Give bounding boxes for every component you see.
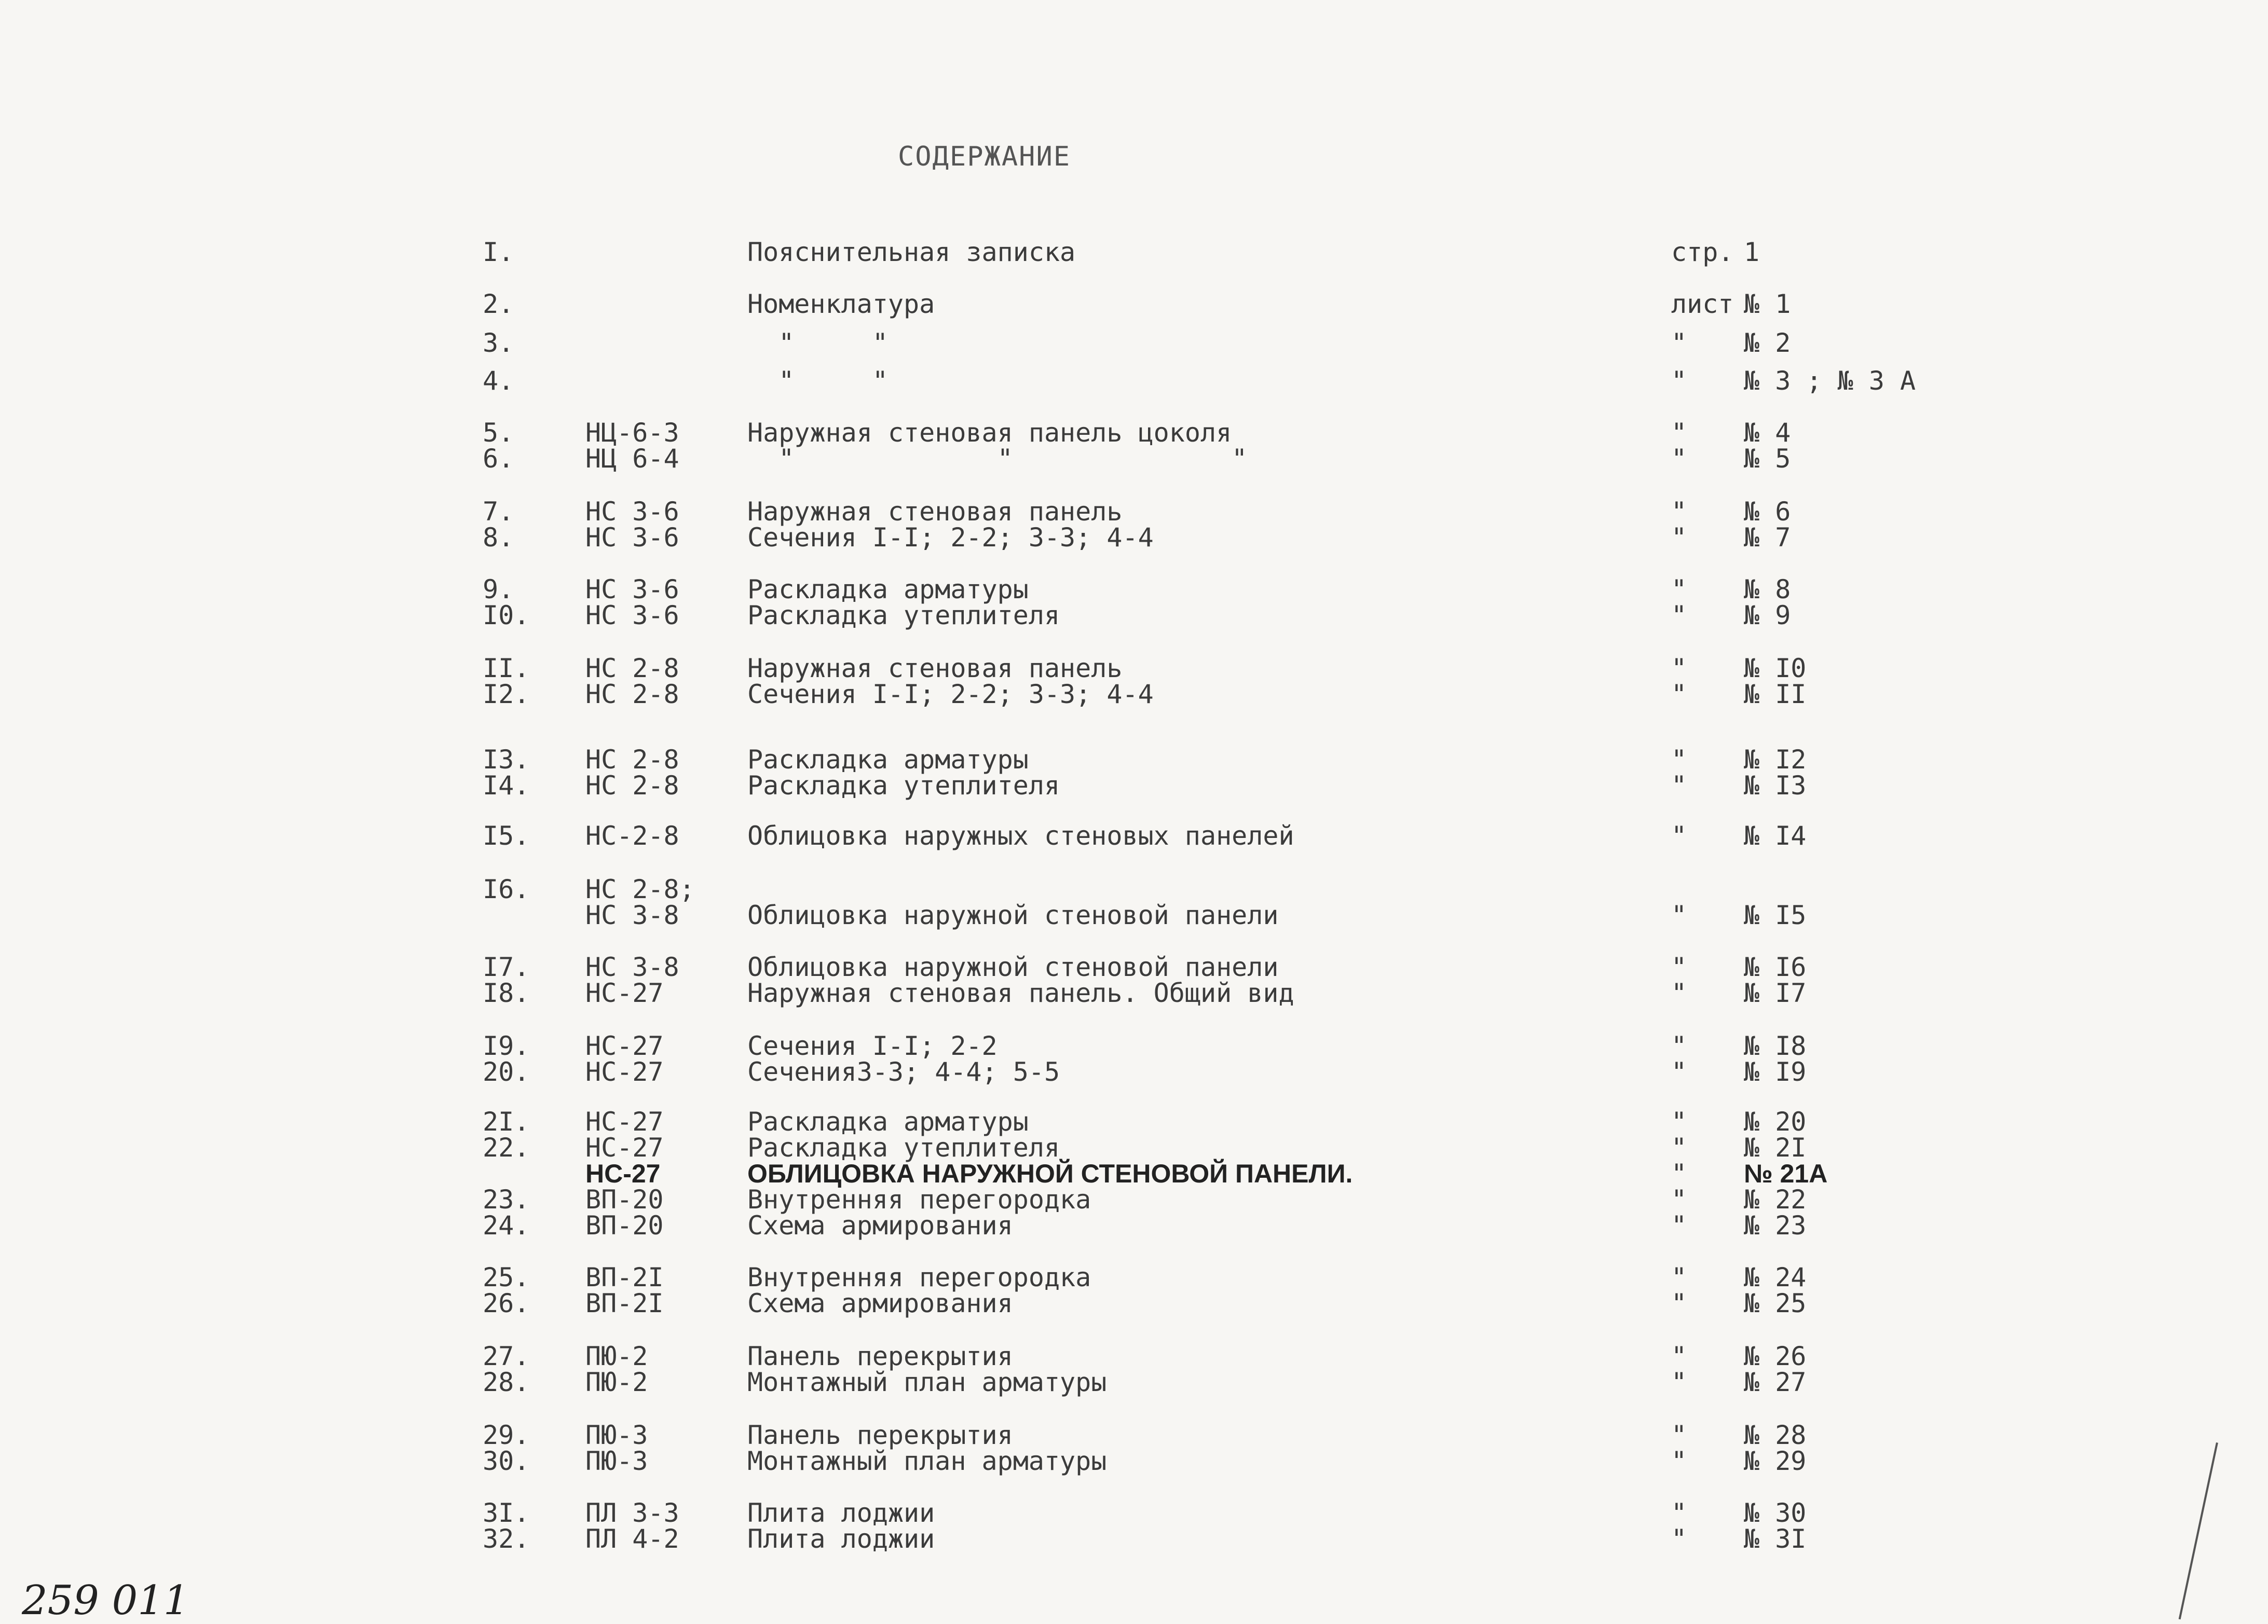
panel-code: НС 3-6 (585, 522, 679, 553)
row-number: 3I. (483, 1498, 530, 1528)
row-number: 26. (483, 1288, 530, 1318)
sheet-number: № 1 (1744, 289, 1791, 319)
ditto-mark: " (1671, 1498, 1687, 1528)
ditto-mark: " (1671, 1057, 1687, 1087)
contents-row (0, 1058, 2268, 1090)
row-number: 28. (483, 1367, 530, 1397)
panel-code: НС 2-8 (585, 653, 679, 683)
sheet-number: № 8 (1744, 574, 1791, 604)
row-number: 9. (483, 574, 514, 604)
handwritten-note: 259 011 (22, 1577, 189, 1624)
contents-row (0, 1369, 2268, 1400)
row-number: 20. (483, 1057, 530, 1087)
row-number: I. (483, 237, 514, 267)
sheet-number: № 6 (1744, 497, 1791, 527)
contents-row (0, 681, 2268, 712)
ditto-mark: " (1671, 1524, 1687, 1554)
sheet-number: № 9 (1744, 600, 1791, 630)
row-number: 3. (483, 328, 514, 358)
contents-row (0, 772, 2268, 803)
panel-code: НС 3-6 (585, 497, 679, 527)
ditto-mark: " (1671, 1185, 1687, 1215)
row-number: I5. (483, 821, 530, 851)
sheet-number: № 22 (1744, 1185, 1807, 1215)
ditto-mark: " (1671, 679, 1687, 709)
panel-code: НС-27 (585, 1057, 664, 1087)
panel-code: ПЮ-2 (585, 1341, 648, 1371)
row-description: Раскладка арматуры (747, 1107, 1029, 1137)
panel-code: НС-27 (585, 1133, 664, 1163)
ditto-mark: " (1671, 1262, 1687, 1292)
ditto-mark: " (1671, 821, 1687, 851)
contents-row (0, 291, 2268, 322)
row-description: Сечения I-I; 2-2 (747, 1031, 998, 1061)
panel-code: НС 2-8 (585, 745, 679, 775)
row-description: Пояснительная записка (747, 237, 1076, 267)
panel-code: ВП-20 (585, 1185, 664, 1215)
row-description: " " " (747, 444, 1248, 474)
sheet-number: № 27 (1744, 1367, 1807, 1397)
contents-row (0, 524, 2268, 555)
ditto-mark: " (1671, 952, 1687, 982)
row-description: Сечения I-I; 2-2; 3-3; 4-4 (747, 522, 1154, 553)
panel-code: НС-27 (585, 978, 664, 1008)
sheet-number: № 28 (1744, 1420, 1807, 1450)
row-number: 22. (483, 1133, 530, 1163)
row-number: 23. (483, 1185, 530, 1215)
row-description: Плита лоджии (747, 1498, 935, 1528)
row-description: Наружная стеновая панель (747, 653, 1123, 683)
contents-row (0, 980, 2268, 1011)
row-description: " " (747, 328, 888, 358)
row-number: 2I. (483, 1107, 530, 1137)
panel-code: ПЮ-2 (585, 1367, 648, 1397)
row-number: 29. (483, 1420, 530, 1450)
panel-code: НС 3-8 (585, 952, 679, 982)
ditto-mark: " (1671, 522, 1687, 553)
row-number: 27. (483, 1341, 530, 1371)
contents-row (0, 367, 2268, 398)
row-number: I9. (483, 1031, 530, 1061)
row-description: Раскладка утеплителя (747, 1133, 1060, 1163)
row-number: 6. (483, 444, 514, 474)
sheet-number: № 26 (1744, 1341, 1807, 1371)
row-description: Панель перекрытия (747, 1341, 1013, 1371)
row-number: 30. (483, 1446, 530, 1476)
ditto-mark: " (1671, 418, 1687, 448)
row-number: I8. (483, 978, 530, 1008)
panel-code: НС 3-6 (585, 600, 679, 630)
row-number: I4. (483, 770, 530, 801)
panel-code: ПЮ-3 (585, 1420, 648, 1450)
ditto-mark: " (1671, 653, 1687, 683)
row-description: Раскладка арматуры (747, 574, 1029, 604)
contents-row (0, 1290, 2268, 1321)
ditto-mark: " (1671, 1288, 1687, 1318)
sheet-number: № 2I (1744, 1133, 1807, 1163)
row-description: Схема армирования (747, 1210, 1013, 1241)
row-number: 2. (483, 289, 514, 319)
sheet-number: № 25 (1744, 1288, 1807, 1318)
contents-row (0, 1212, 2268, 1243)
ditto-mark: " (1671, 366, 1687, 396)
sheet-number: № I2 (1744, 745, 1807, 775)
row-description: Сечения3-3; 4-4; 5-5 (747, 1057, 1060, 1087)
sheet-number: № I9 (1744, 1057, 1807, 1087)
panel-code: ВП-2I (585, 1288, 664, 1318)
ditto-mark: " (1671, 1031, 1687, 1061)
row-number: 25. (483, 1262, 530, 1292)
sheet-number: № 30 (1744, 1498, 1807, 1528)
sheet-number: № I4 (1744, 821, 1807, 851)
row-number: 5. (483, 418, 514, 448)
sheet-number: 1 (1744, 237, 1760, 267)
ditto-mark: " (1671, 600, 1687, 630)
ditto-mark: " (1671, 745, 1687, 775)
row-description: Наружная стеновая панель (747, 497, 1123, 527)
row-description: Облицовка наружных стеновых панелей (747, 821, 1294, 851)
sheet-number: № 5 (1744, 444, 1791, 474)
row-description: Плита лоджии (747, 1524, 935, 1554)
row-description: Раскладка утеплителя (747, 770, 1060, 801)
panel-code: НС 2-8 (585, 679, 679, 709)
row-number: I2. (483, 679, 530, 709)
panel-code: НС 3-8 (585, 900, 679, 930)
row-number: 8. (483, 522, 514, 553)
row-number: I3. (483, 745, 530, 775)
row-number: I7. (483, 952, 530, 982)
panel-code: ПЛ 3-3 (585, 1498, 679, 1528)
sheet-number: № 3I (1744, 1524, 1807, 1554)
panel-code: НС-27 (585, 1031, 664, 1061)
sheet-number: № 4 (1744, 418, 1791, 448)
row-number: I6. (483, 874, 530, 904)
contents-row (0, 1525, 2268, 1557)
ditto-mark: " (1671, 1210, 1687, 1241)
ditto-mark: " (1671, 1420, 1687, 1450)
contents-row (0, 822, 2268, 854)
row-description: Номенклатура (747, 289, 935, 319)
ditto-mark: " (1671, 1159, 1687, 1189)
ditto-mark: " (1671, 444, 1687, 474)
panel-code: НС 2-8 (585, 770, 679, 801)
row-description: Схема армирования (747, 1288, 1013, 1318)
ditto-mark: " (1671, 770, 1687, 801)
panel-code: ПЮ-3 (585, 1446, 648, 1476)
row-number: 7. (483, 497, 514, 527)
page-title: СОДЕРЖАНИЕ (898, 141, 1071, 172)
panel-code: НС-27 (585, 1107, 664, 1137)
ditto-mark: " (1671, 1446, 1687, 1476)
row-number: 32. (483, 1524, 530, 1554)
row-description: Монтажный план арматуры (747, 1446, 1107, 1476)
row-description: Сечения I-I; 2-2; 3-3; 4-4 (747, 679, 1154, 709)
ditto-mark: " (1671, 497, 1687, 527)
panel-code: ПЛ 4-2 (585, 1524, 679, 1554)
contents-row (0, 1448, 2268, 1479)
sheet-number: № 20 (1744, 1107, 1807, 1137)
row-description: Панель перекрытия (747, 1420, 1013, 1450)
sheet-number: № 29 (1744, 1446, 1807, 1476)
panel-code: НС 2-8; (585, 874, 695, 904)
row-number: 24. (483, 1210, 530, 1241)
row-description: Облицовка наружной стеновой панели (747, 900, 1279, 930)
sheet-number: № II (1744, 679, 1807, 709)
panel-code: ВП-2I (585, 1262, 664, 1292)
contents-row (0, 239, 2268, 270)
sheet-number: № 3 ; № 3 А (1744, 366, 1916, 396)
row-description: " " (747, 366, 888, 396)
contents-row (0, 902, 2268, 933)
ditto-mark: " (1671, 1341, 1687, 1371)
row-number: II. (483, 653, 530, 683)
ditto-mark: стр. (1671, 237, 1734, 267)
panel-code: ВП-20 (585, 1210, 664, 1241)
row-description: Внутренняя перегородка (747, 1185, 1091, 1215)
sheet-number: № I7 (1744, 978, 1807, 1008)
ditto-mark: " (1671, 1107, 1687, 1137)
row-description: ОБЛИЦОВКА НАРУЖНОЙ СТЕНОВОЙ ПАНЕЛИ. (747, 1159, 1353, 1188)
panel-code: НС-27 (585, 1159, 661, 1188)
ditto-mark: " (1671, 328, 1687, 358)
sheet-number: № I3 (1744, 770, 1807, 801)
ditto-mark: " (1671, 1367, 1687, 1397)
sheet-number: № I0 (1744, 653, 1807, 683)
sheet-number: № 2 (1744, 328, 1791, 358)
panel-code: НС-2-8 (585, 821, 679, 851)
row-number: 4. (483, 366, 514, 396)
sheet-number: № 24 (1744, 1262, 1807, 1292)
row-number: I0. (483, 600, 530, 630)
panel-code: НЦ 6-4 (585, 444, 679, 474)
sheet-number: № 23 (1744, 1210, 1807, 1241)
panel-code: НЦ-6-3 (585, 418, 679, 448)
ditto-mark: " (1671, 900, 1687, 930)
row-description: Раскладка арматуры (747, 745, 1029, 775)
contents-row (0, 445, 2268, 476)
ditto-mark: " (1671, 978, 1687, 1008)
sheet-number: № I8 (1744, 1031, 1807, 1061)
contents-row (0, 602, 2268, 633)
ditto-mark: " (1671, 574, 1687, 604)
row-description: Наружная стеновая панель цоколя (747, 418, 1232, 448)
ditto-mark: " (1671, 1133, 1687, 1163)
sheet-number: № I6 (1744, 952, 1807, 982)
row-description: Внутренняя перегородка (747, 1262, 1091, 1292)
sheet-number: № I5 (1744, 900, 1807, 930)
contents-row (0, 329, 2268, 361)
ditto-mark: лист (1671, 289, 1734, 319)
sheet-number: № 7 (1744, 522, 1791, 553)
sheet-number: № 21А (1744, 1159, 1828, 1188)
row-description: Монтажный план арматуры (747, 1367, 1107, 1397)
row-description: Наружная стеновая панель. Общий вид (747, 978, 1294, 1008)
row-description: Облицовка наружной стеновой панели (747, 952, 1279, 982)
row-description: Раскладка утеплителя (747, 600, 1060, 630)
panel-code: НС 3-6 (585, 574, 679, 604)
